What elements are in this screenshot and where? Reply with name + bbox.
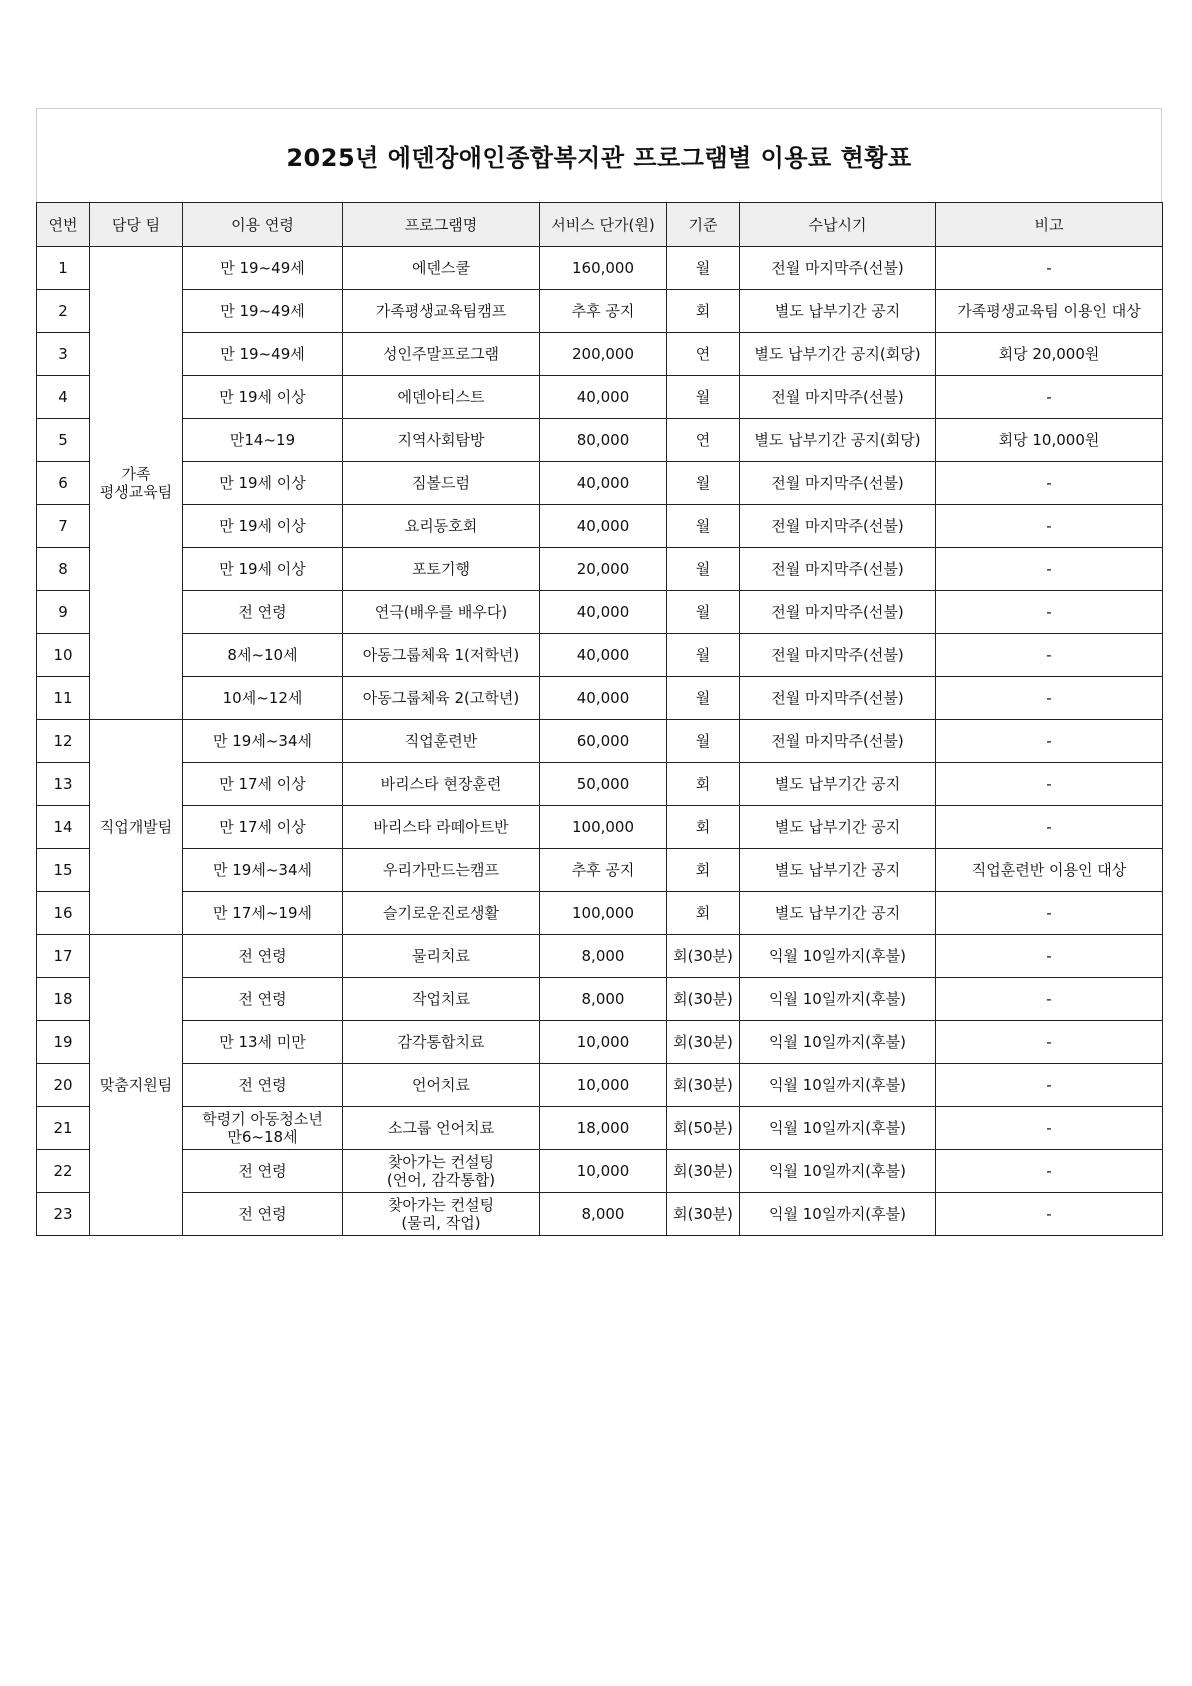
cell-no: 19 [37,1021,90,1064]
cell-price: 60,000 [540,720,667,763]
cell-payment: 전월 마지막주(선불) [740,548,936,591]
cell-price: 40,000 [540,591,667,634]
table-row [37,892,1163,935]
cell-note: 회당 10,000원 [936,419,1163,462]
cell-price: 8,000 [540,978,667,1021]
col-header-team: 담당 팀 [90,203,183,247]
cell-program: 성인주말프로그램 [343,333,540,376]
cell-age: 10세~12세 [183,677,343,720]
table-row [37,462,1163,505]
cell-note: - [936,247,1163,290]
cell-payment: 전월 마지막주(선불) [740,677,936,720]
cell-program: 감각통합치료 [343,1021,540,1064]
document-title: 2025년 에덴장애인종합복지관 프로그램별 이용료 현황표 [36,108,1162,202]
cell-no: 10 [37,634,90,677]
cell-no: 3 [37,333,90,376]
cell-payment: 익월 10일까지(후불) [740,1107,936,1150]
cell-age: 8세~10세 [183,634,343,677]
cell-basis: 연 [667,333,740,376]
cell-age: 만 17세 이상 [183,806,343,849]
cell-no: 8 [37,548,90,591]
cell-price: 10,000 [540,1021,667,1064]
cell-no: 9 [37,591,90,634]
cell-basis: 회(30분) [667,1193,740,1236]
table-row [37,806,1163,849]
cell-program: 짐볼드럼 [343,462,540,505]
cell-payment: 익월 10일까지(후불) [740,935,936,978]
cell-basis: 회 [667,290,740,333]
table-body [37,247,1163,1236]
cell-price: 40,000 [540,505,667,548]
cell-no: 14 [37,806,90,849]
cell-program: 소그룹 언어치료 [343,1107,540,1150]
cell-note: - [936,892,1163,935]
table-row [37,376,1163,419]
cell-basis: 회(30분) [667,1150,740,1193]
cell-payment: 전월 마지막주(선불) [740,247,936,290]
cell-price: 100,000 [540,806,667,849]
cell-age: 만 19~49세 [183,333,343,376]
cell-price: 200,000 [540,333,667,376]
cell-no: 18 [37,978,90,1021]
cell-note: - [936,1064,1163,1107]
cell-basis: 회(30분) [667,935,740,978]
col-header-payment: 수납시기 [740,203,936,247]
cell-no: 12 [37,720,90,763]
col-header-age: 이용 연령 [183,203,343,247]
cell-basis: 회 [667,763,740,806]
cell-note: - [936,634,1163,677]
cell-age: 만 19세~34세 [183,720,343,763]
cell-basis: 월 [667,720,740,763]
cell-age: 만 17세~19세 [183,892,343,935]
table-row [37,548,1163,591]
cell-age: 만 19~49세 [183,290,343,333]
cell-basis: 월 [667,634,740,677]
cell-payment: 익월 10일까지(후불) [740,1064,936,1107]
cell-program: 바리스타 현장훈련 [343,763,540,806]
cell-no: 7 [37,505,90,548]
cell-note: - [936,720,1163,763]
cell-program: 요리동호회 [343,505,540,548]
cell-age: 전 연령 [183,1150,343,1193]
cell-no: 2 [37,290,90,333]
cell-basis: 회(50분) [667,1107,740,1150]
table-row [37,634,1163,677]
cell-program: 찾아가는 컨설팅 (언어, 감각통합) [343,1150,540,1193]
table-row [37,763,1163,806]
col-header-basis: 기준 [667,203,740,247]
cell-price: 40,000 [540,376,667,419]
table-row [37,1107,1163,1150]
cell-no: 11 [37,677,90,720]
cell-age: 전 연령 [183,591,343,634]
table-row [37,1021,1163,1064]
cell-price: 160,000 [540,247,667,290]
col-header-program: 프로그램명 [343,203,540,247]
cell-price: 추후 공지 [540,290,667,333]
cell-price: 10,000 [540,1064,667,1107]
cell-program: 에덴아티스트 [343,376,540,419]
cell-payment: 별도 납부기간 공지 [740,892,936,935]
fee-table-sheet [36,108,1162,1236]
cell-age: 만 19세 이상 [183,505,343,548]
cell-no: 5 [37,419,90,462]
cell-note: - [936,1150,1163,1193]
cell-basis: 회 [667,849,740,892]
cell-price: 40,000 [540,677,667,720]
cell-payment: 별도 납부기간 공지 [740,806,936,849]
cell-age: 만 19세~34세 [183,849,343,892]
cell-basis: 회(30분) [667,1064,740,1107]
cell-no: 22 [37,1150,90,1193]
table-row [37,1193,1163,1236]
cell-basis: 월 [667,247,740,290]
cell-team: 맞춤지원팀 [90,935,183,1236]
cell-basis: 월 [667,548,740,591]
cell-price: 8,000 [540,935,667,978]
cell-note: 직업훈련반 이용인 대상 [936,849,1163,892]
cell-note: - [936,1021,1163,1064]
cell-payment: 전월 마지막주(선불) [740,505,936,548]
table-row [37,247,1163,290]
cell-note: - [936,462,1163,505]
cell-price: 50,000 [540,763,667,806]
cell-program: 에덴스쿨 [343,247,540,290]
cell-no: 21 [37,1107,90,1150]
cell-basis: 회 [667,806,740,849]
table-row [37,1150,1163,1193]
cell-price: 8,000 [540,1193,667,1236]
cell-price: 40,000 [540,634,667,677]
cell-program: 아동그룹체육 1(저학년) [343,634,540,677]
cell-program: 바리스타 라떼아트반 [343,806,540,849]
cell-basis: 회 [667,892,740,935]
cell-note: 가족평생교육팀 이용인 대상 [936,290,1163,333]
cell-no: 1 [37,247,90,290]
col-header-no: 연번 [37,203,90,247]
cell-basis: 월 [667,376,740,419]
table-row [37,849,1163,892]
cell-payment: 전월 마지막주(선불) [740,634,936,677]
cell-program: 언어치료 [343,1064,540,1107]
cell-price: 추후 공지 [540,849,667,892]
cell-program: 작업치료 [343,978,540,1021]
cell-note: 회당 20,000원 [936,333,1163,376]
cell-program: 포토기행 [343,548,540,591]
cell-price: 80,000 [540,419,667,462]
cell-age: 만 13세 미만 [183,1021,343,1064]
cell-payment: 별도 납부기간 공지 [740,290,936,333]
cell-age: 만 19세 이상 [183,376,343,419]
table-row [37,978,1163,1021]
cell-note: - [936,978,1163,1021]
cell-no: 6 [37,462,90,505]
cell-age: 만 17세 이상 [183,763,343,806]
cell-age: 학령기 아동청소년 만6~18세 [183,1107,343,1150]
cell-payment: 익월 10일까지(후불) [740,1021,936,1064]
cell-basis: 연 [667,419,740,462]
cell-basis: 월 [667,591,740,634]
cell-age: 전 연령 [183,1064,343,1107]
cell-note: - [936,677,1163,720]
cell-no: 17 [37,935,90,978]
table-row [37,333,1163,376]
cell-basis: 월 [667,505,740,548]
cell-payment: 별도 납부기간 공지 [740,763,936,806]
cell-age: 전 연령 [183,1193,343,1236]
cell-program: 지역사회탐방 [343,419,540,462]
cell-basis: 회(30분) [667,1021,740,1064]
table-row [37,1064,1163,1107]
cell-age: 만 19~49세 [183,247,343,290]
table-row [37,290,1163,333]
table-header-row [37,203,1163,247]
cell-payment: 전월 마지막주(선불) [740,720,936,763]
cell-program: 직업훈련반 [343,720,540,763]
cell-program: 연극(배우를 배우다) [343,591,540,634]
cell-program: 가족평생교육팀캠프 [343,290,540,333]
table-row [37,591,1163,634]
cell-basis: 월 [667,677,740,720]
cell-program: 슬기로운진로생활 [343,892,540,935]
cell-payment: 전월 마지막주(선불) [740,462,936,505]
cell-program: 찾아가는 컨설팅 (물리, 작업) [343,1193,540,1236]
cell-payment: 전월 마지막주(선불) [740,376,936,419]
cell-note: - [936,763,1163,806]
col-header-price: 서비스 단가(원) [540,203,667,247]
fee-table [36,202,1163,1236]
table-row [37,720,1163,763]
cell-price: 40,000 [540,462,667,505]
cell-note: - [936,591,1163,634]
cell-age: 만 19세 이상 [183,462,343,505]
cell-team: 가족 평생교육팀 [90,247,183,720]
cell-note: - [936,505,1163,548]
cell-payment: 별도 납부기간 공지(회당) [740,333,936,376]
cell-no: 15 [37,849,90,892]
cell-note: - [936,1193,1163,1236]
cell-basis: 회(30분) [667,978,740,1021]
cell-note: - [936,935,1163,978]
cell-program: 물리치료 [343,935,540,978]
cell-note: - [936,806,1163,849]
cell-price: 100,000 [540,892,667,935]
cell-no: 16 [37,892,90,935]
cell-price: 18,000 [540,1107,667,1150]
cell-payment: 익월 10일까지(후불) [740,1193,936,1236]
table-row [37,419,1163,462]
cell-payment: 별도 납부기간 공지 [740,849,936,892]
cell-no: 20 [37,1064,90,1107]
col-header-note: 비고 [936,203,1163,247]
cell-age: 전 연령 [183,935,343,978]
cell-payment: 익월 10일까지(후불) [740,978,936,1021]
cell-note: - [936,1107,1163,1150]
cell-payment: 별도 납부기간 공지(회당) [740,419,936,462]
cell-note: - [936,376,1163,419]
cell-age: 전 연령 [183,978,343,1021]
cell-note: - [936,548,1163,591]
cell-age: 만14~19 [183,419,343,462]
cell-price: 10,000 [540,1150,667,1193]
cell-price: 20,000 [540,548,667,591]
table-row [37,935,1163,978]
cell-no: 4 [37,376,90,419]
cell-team: 직업개발팀 [90,720,183,935]
cell-age: 만 19세 이상 [183,548,343,591]
table-row [37,505,1163,548]
cell-payment: 익월 10일까지(후불) [740,1150,936,1193]
cell-program: 우리가만드는캠프 [343,849,540,892]
cell-no: 23 [37,1193,90,1236]
cell-payment: 전월 마지막주(선불) [740,591,936,634]
cell-no: 13 [37,763,90,806]
cell-program: 아동그룹체육 2(고학년) [343,677,540,720]
cell-basis: 월 [667,462,740,505]
table-row [37,677,1163,720]
